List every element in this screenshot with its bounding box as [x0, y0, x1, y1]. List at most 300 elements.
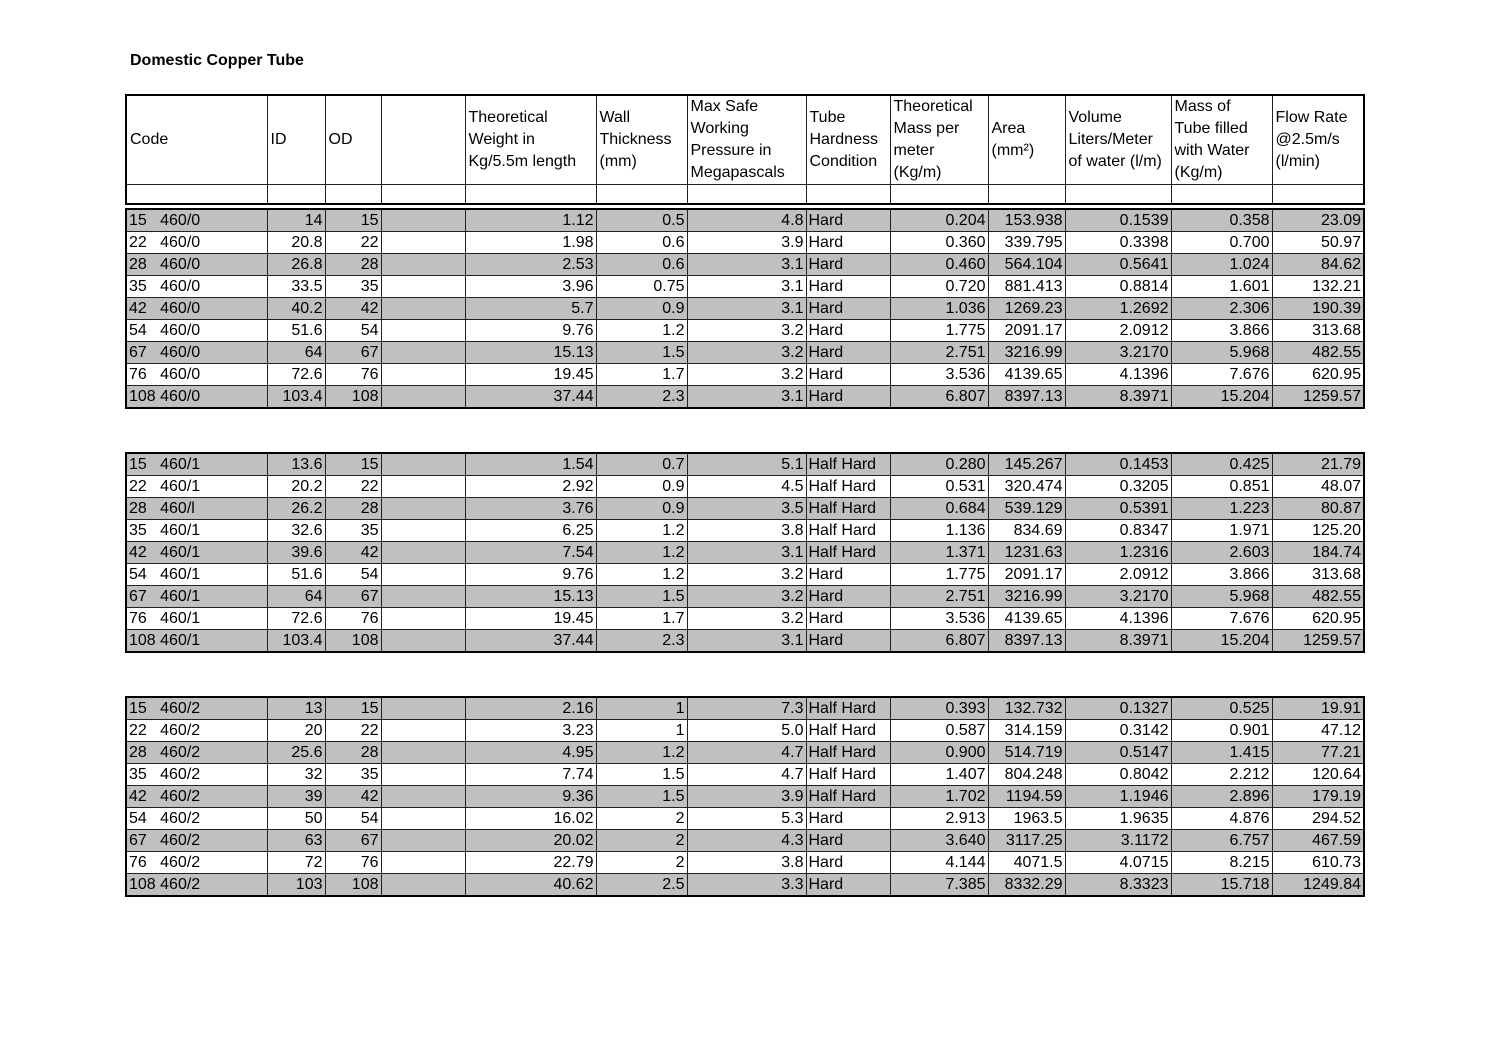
- weight-cell: 3.76: [465, 498, 596, 520]
- od-cell: 108: [325, 874, 381, 897]
- header-id: ID: [267, 95, 325, 185]
- mass-cell: 3.640: [890, 830, 988, 852]
- pressure-cell: 4.7: [687, 764, 806, 786]
- filled-mass-cell: 2.306: [1171, 298, 1272, 320]
- hardness-cell: Half Hard: [806, 520, 890, 542]
- volume-cell: 0.1453: [1065, 453, 1171, 476]
- od-cell: 15: [325, 697, 381, 720]
- spacer-cell: [465, 185, 596, 205]
- hardness-cell: Hard: [806, 320, 890, 342]
- wall-cell: 1.2: [596, 320, 687, 342]
- spacer-cell: [267, 185, 325, 205]
- code-cell: 54 460/2: [126, 808, 267, 830]
- pressure-cell: 3.2: [687, 586, 806, 608]
- mass-cell: 0.393: [890, 697, 988, 720]
- header-blank: [381, 95, 465, 185]
- code-cell: 67 460/0: [126, 342, 267, 364]
- code-cell: 22 460/2: [126, 720, 267, 742]
- hardness-cell: Hard: [806, 564, 890, 586]
- od-cell: 15: [325, 209, 381, 232]
- wall-cell: 2.3: [596, 630, 687, 653]
- volume-cell: 0.1539: [1065, 209, 1171, 232]
- mass-cell: 0.360: [890, 232, 988, 254]
- hardness-cell: Half Hard: [806, 542, 890, 564]
- weight-cell: 37.44: [465, 386, 596, 409]
- wall-cell: 1.5: [596, 786, 687, 808]
- id-cell: 26.8: [267, 254, 325, 276]
- mass-cell: 2.751: [890, 342, 988, 364]
- table-row: [126, 453, 1364, 476]
- hardness-cell: Hard: [806, 586, 890, 608]
- filled-mass-cell: 0.700: [1171, 232, 1272, 254]
- code-cell: 28 460/0: [126, 254, 267, 276]
- header-area: Area (mm²): [988, 95, 1065, 185]
- volume-cell: 8.3971: [1065, 630, 1171, 653]
- pressure-cell: 4.7: [687, 742, 806, 764]
- table-row: [126, 830, 1364, 852]
- blank-cell: [381, 498, 465, 520]
- flow-rate-cell: 1259.57: [1272, 386, 1364, 409]
- id-cell: 72.6: [267, 608, 325, 630]
- spacer-cell: [806, 185, 890, 205]
- hardness-cell: Hard: [806, 808, 890, 830]
- id-cell: 40.2: [267, 298, 325, 320]
- area-cell: 8397.13: [988, 386, 1065, 409]
- flow-rate-cell: 467.59: [1272, 830, 1364, 852]
- hardness-cell: Hard: [806, 276, 890, 298]
- filled-mass-cell: 1.601: [1171, 276, 1272, 298]
- volume-cell: 0.8042: [1065, 764, 1171, 786]
- mass-cell: 2.751: [890, 586, 988, 608]
- weight-cell: 2.16: [465, 697, 596, 720]
- table-row: [126, 498, 1364, 520]
- table-row: [126, 320, 1364, 342]
- flow-rate-cell: 47.12: [1272, 720, 1364, 742]
- filled-mass-cell: 7.676: [1171, 364, 1272, 386]
- pressure-cell: 3.5: [687, 498, 806, 520]
- header-code: Code: [126, 95, 267, 185]
- filled-mass-cell: 6.757: [1171, 830, 1272, 852]
- spacer-cell: [988, 185, 1065, 205]
- volume-cell: 4.1396: [1065, 608, 1171, 630]
- header-volume: Volume Liters/Meter of water (l/m): [1065, 95, 1171, 185]
- volume-cell: 2.0912: [1065, 564, 1171, 586]
- table-row: [126, 808, 1364, 830]
- id-cell: 14: [267, 209, 325, 232]
- filled-mass-cell: 0.525: [1171, 697, 1272, 720]
- table-row: [126, 786, 1364, 808]
- weight-cell: 9.76: [465, 320, 596, 342]
- flow-rate-cell: 620.95: [1272, 364, 1364, 386]
- flow-rate-cell: 132.21: [1272, 276, 1364, 298]
- id-cell: 32: [267, 764, 325, 786]
- flow-rate-cell: 620.95: [1272, 608, 1364, 630]
- header-filled-mass: Mass of Tube filled with Water (Kg/m): [1171, 95, 1272, 185]
- weight-cell: 15.13: [465, 586, 596, 608]
- area-cell: 834.69: [988, 520, 1065, 542]
- od-cell: 42: [325, 542, 381, 564]
- volume-cell: 2.0912: [1065, 320, 1171, 342]
- weight-cell: 20.02: [465, 830, 596, 852]
- filled-mass-cell: 8.215: [1171, 852, 1272, 874]
- document-title: Domestic Copper Tube: [130, 52, 304, 69]
- area-cell: 314.159: [988, 720, 1065, 742]
- code-cell: 22 460/1: [126, 476, 267, 498]
- filled-mass-cell: 0.901: [1171, 720, 1272, 742]
- mass-cell: 3.536: [890, 608, 988, 630]
- mass-cell: 1.371: [890, 542, 988, 564]
- pressure-cell: 3.1: [687, 386, 806, 409]
- mass-cell: 4.144: [890, 852, 988, 874]
- blank-cell: [381, 364, 465, 386]
- table-row: [126, 852, 1364, 874]
- volume-cell: 0.5147: [1065, 742, 1171, 764]
- weight-cell: 9.76: [465, 564, 596, 586]
- wall-cell: 0.6: [596, 254, 687, 276]
- area-cell: 339.795: [988, 232, 1065, 254]
- filled-mass-cell: 2.212: [1171, 764, 1272, 786]
- hardness-cell: Hard: [806, 254, 890, 276]
- pressure-cell: 4.3: [687, 830, 806, 852]
- id-cell: 63: [267, 830, 325, 852]
- blank-cell: [381, 320, 465, 342]
- spacer-cell: [1171, 185, 1272, 205]
- flow-rate-cell: 21.79: [1272, 453, 1364, 476]
- mass-cell: 7.385: [890, 874, 988, 897]
- code-cell: 108 460/1: [126, 630, 267, 653]
- mass-cell: 0.280: [890, 453, 988, 476]
- id-cell: 50: [267, 808, 325, 830]
- spacer-cell: [381, 185, 465, 205]
- volume-cell: 0.5391: [1065, 498, 1171, 520]
- flow-rate-cell: 190.39: [1272, 298, 1364, 320]
- volume-cell: 3.1172: [1065, 830, 1171, 852]
- flow-rate-cell: 50.97: [1272, 232, 1364, 254]
- hardness-cell: Hard: [806, 608, 890, 630]
- id-cell: 39: [267, 786, 325, 808]
- flow-rate-cell: 77.21: [1272, 742, 1364, 764]
- spacer-cell: [325, 185, 381, 205]
- hardness-cell: Half Hard: [806, 786, 890, 808]
- table-row: [126, 364, 1364, 386]
- weight-cell: 16.02: [465, 808, 596, 830]
- table-row: [126, 276, 1364, 298]
- weight-cell: 1.54: [465, 453, 596, 476]
- code-cell: 15 460/1: [126, 453, 267, 476]
- volume-cell: 0.3205: [1065, 476, 1171, 498]
- filled-mass-cell: 15.204: [1171, 630, 1272, 653]
- table-row: [126, 697, 1364, 720]
- area-cell: 3216.99: [988, 586, 1065, 608]
- od-cell: 22: [325, 476, 381, 498]
- header-spacer-row: [126, 185, 1364, 205]
- id-cell: 26.2: [267, 498, 325, 520]
- id-cell: 72: [267, 852, 325, 874]
- filled-mass-cell: 0.851: [1171, 476, 1272, 498]
- blank-cell: [381, 298, 465, 320]
- pressure-cell: 3.8: [687, 852, 806, 874]
- od-cell: 22: [325, 232, 381, 254]
- weight-cell: 3.23: [465, 720, 596, 742]
- weight-cell: 19.45: [465, 364, 596, 386]
- wall-cell: 0.7: [596, 453, 687, 476]
- filled-mass-cell: 0.358: [1171, 209, 1272, 232]
- code-cell: 42 460/2: [126, 786, 267, 808]
- id-cell: 64: [267, 586, 325, 608]
- flow-rate-cell: 179.19: [1272, 786, 1364, 808]
- pressure-cell: 5.1: [687, 453, 806, 476]
- mass-cell: 3.536: [890, 364, 988, 386]
- weight-cell: 37.44: [465, 630, 596, 653]
- od-cell: 42: [325, 298, 381, 320]
- table-row: [126, 564, 1364, 586]
- mass-cell: 2.913: [890, 808, 988, 830]
- od-cell: 42: [325, 786, 381, 808]
- code-cell: 76 460/0: [126, 364, 267, 386]
- weight-cell: 22.79: [465, 852, 596, 874]
- filled-mass-cell: 4.876: [1171, 808, 1272, 830]
- area-cell: 2091.17: [988, 564, 1065, 586]
- area-cell: 4139.65: [988, 608, 1065, 630]
- header-od: OD: [325, 95, 381, 185]
- filled-mass-cell: 1.415: [1171, 742, 1272, 764]
- code-cell: 42 460/0: [126, 298, 267, 320]
- code-cell: 28 460/2: [126, 742, 267, 764]
- mass-cell: 1.775: [890, 320, 988, 342]
- pressure-cell: 3.2: [687, 608, 806, 630]
- table-row: [126, 542, 1364, 564]
- hardness-cell: Half Hard: [806, 476, 890, 498]
- hardness-cell: Hard: [806, 386, 890, 409]
- mass-cell: 0.684: [890, 498, 988, 520]
- area-cell: 514.719: [988, 742, 1065, 764]
- wall-cell: 0.75: [596, 276, 687, 298]
- volume-cell: 1.1946: [1065, 786, 1171, 808]
- blank-cell: [381, 874, 465, 897]
- id-cell: 39.6: [267, 542, 325, 564]
- pressure-cell: 5.0: [687, 720, 806, 742]
- table-row: [126, 764, 1364, 786]
- blank-cell: [381, 808, 465, 830]
- table-row: [126, 209, 1364, 232]
- id-cell: 20.8: [267, 232, 325, 254]
- wall-cell: 1: [596, 697, 687, 720]
- filled-mass-cell: 7.676: [1171, 608, 1272, 630]
- pressure-cell: 4.8: [687, 209, 806, 232]
- wall-cell: 1.5: [596, 342, 687, 364]
- table-row: [126, 232, 1364, 254]
- code-cell: 35 460/2: [126, 764, 267, 786]
- od-cell: 28: [325, 498, 381, 520]
- code-cell: 28 460/l: [126, 498, 267, 520]
- volume-cell: 0.5641: [1065, 254, 1171, 276]
- wall-cell: 2.3: [596, 386, 687, 409]
- pressure-cell: 3.9: [687, 232, 806, 254]
- blank-cell: [381, 786, 465, 808]
- flow-rate-cell: 1249.84: [1272, 874, 1364, 897]
- wall-cell: 0.9: [596, 498, 687, 520]
- blank-cell: [381, 697, 465, 720]
- area-cell: 3117.25: [988, 830, 1065, 852]
- pressure-cell: 3.1: [687, 542, 806, 564]
- area-cell: 564.104: [988, 254, 1065, 276]
- blank-cell: [381, 276, 465, 298]
- header-row: [126, 95, 1364, 185]
- weight-cell: 15.13: [465, 342, 596, 364]
- area-cell: 804.248: [988, 764, 1065, 786]
- table-row: [126, 386, 1364, 409]
- volume-cell: 0.1327: [1065, 697, 1171, 720]
- area-cell: 1231.63: [988, 542, 1065, 564]
- volume-cell: 1.2692: [1065, 298, 1171, 320]
- pressure-cell: 3.8: [687, 520, 806, 542]
- blank-cell: [381, 209, 465, 232]
- weight-cell: 1.98: [465, 232, 596, 254]
- table-row: [126, 254, 1364, 276]
- id-cell: 64: [267, 342, 325, 364]
- code-cell: 35 460/1: [126, 520, 267, 542]
- volume-cell: 8.3971: [1065, 386, 1171, 409]
- header-table: [125, 94, 1365, 205]
- blank-cell: [381, 830, 465, 852]
- pressure-cell: 4.5: [687, 476, 806, 498]
- blank-cell: [381, 608, 465, 630]
- table-row: [126, 520, 1364, 542]
- mass-cell: 1.702: [890, 786, 988, 808]
- wall-cell: 2: [596, 830, 687, 852]
- table-row: [126, 608, 1364, 630]
- flow-rate-cell: 482.55: [1272, 586, 1364, 608]
- hardness-cell: Hard: [806, 630, 890, 653]
- filled-mass-cell: 2.603: [1171, 542, 1272, 564]
- od-cell: 28: [325, 742, 381, 764]
- table-row: [126, 874, 1364, 897]
- mass-cell: 1.407: [890, 764, 988, 786]
- flow-rate-cell: 610.73: [1272, 852, 1364, 874]
- od-cell: 76: [325, 608, 381, 630]
- od-cell: 22: [325, 720, 381, 742]
- od-cell: 67: [325, 830, 381, 852]
- hardness-cell: Half Hard: [806, 498, 890, 520]
- table-row: [126, 298, 1364, 320]
- blank-cell: [381, 586, 465, 608]
- flow-rate-cell: 313.68: [1272, 564, 1364, 586]
- wall-cell: 1.2: [596, 520, 687, 542]
- filled-mass-cell: 5.968: [1171, 586, 1272, 608]
- code-cell: 67 460/1: [126, 586, 267, 608]
- code-cell: 35 460/0: [126, 276, 267, 298]
- flow-rate-cell: 84.62: [1272, 254, 1364, 276]
- flow-rate-cell: 80.87: [1272, 498, 1364, 520]
- filled-mass-cell: 3.866: [1171, 564, 1272, 586]
- pressure-cell: 3.2: [687, 320, 806, 342]
- volume-cell: 1.9635: [1065, 808, 1171, 830]
- area-cell: 881.413: [988, 276, 1065, 298]
- hardness-cell: Half Hard: [806, 720, 890, 742]
- table-row: [126, 342, 1364, 364]
- filled-mass-cell: 15.204: [1171, 386, 1272, 409]
- id-cell: 13: [267, 697, 325, 720]
- id-cell: 32.6: [267, 520, 325, 542]
- filled-mass-cell: 1.971: [1171, 520, 1272, 542]
- weight-cell: 2.92: [465, 476, 596, 498]
- weight-cell: 3.96: [465, 276, 596, 298]
- mass-cell: 0.720: [890, 276, 988, 298]
- flow-rate-cell: 125.20: [1272, 520, 1364, 542]
- spacer-cell: [126, 185, 267, 205]
- volume-cell: 1.2316: [1065, 542, 1171, 564]
- pressure-cell: 3.1: [687, 276, 806, 298]
- hardness-cell: Hard: [806, 364, 890, 386]
- wall-cell: 1.2: [596, 742, 687, 764]
- weight-cell: 40.62: [465, 874, 596, 897]
- id-cell: 33.5: [267, 276, 325, 298]
- blank-cell: [381, 852, 465, 874]
- area-cell: 1269.23: [988, 298, 1065, 320]
- code-cell: 76 460/2: [126, 852, 267, 874]
- code-cell: 108 460/2: [126, 874, 267, 897]
- spacer-cell: [1272, 185, 1364, 205]
- od-cell: 67: [325, 586, 381, 608]
- spacer-cell: [687, 185, 806, 205]
- od-cell: 54: [325, 320, 381, 342]
- flow-rate-cell: 294.52: [1272, 808, 1364, 830]
- mass-cell: 1.136: [890, 520, 988, 542]
- code-cell: 67 460/2: [126, 830, 267, 852]
- table-row: [126, 630, 1364, 653]
- volume-cell: 0.8814: [1065, 276, 1171, 298]
- od-cell: 76: [325, 364, 381, 386]
- code-cell: 42 460/1: [126, 542, 267, 564]
- pressure-cell: 3.1: [687, 630, 806, 653]
- flow-rate-cell: 1259.57: [1272, 630, 1364, 653]
- wall-cell: 0.5: [596, 209, 687, 232]
- blank-cell: [381, 720, 465, 742]
- area-cell: 132.732: [988, 697, 1065, 720]
- pressure-cell: 7.3: [687, 697, 806, 720]
- id-cell: 20: [267, 720, 325, 742]
- flow-rate-cell: 48.07: [1272, 476, 1364, 498]
- code-cell: 15 460/0: [126, 209, 267, 232]
- volume-cell: 4.0715: [1065, 852, 1171, 874]
- flow-rate-cell: 23.09: [1272, 209, 1364, 232]
- volume-cell: 0.3398: [1065, 232, 1171, 254]
- code-cell: 22 460/0: [126, 232, 267, 254]
- table-block-460-1: [125, 452, 1365, 653]
- area-cell: 145.267: [988, 453, 1065, 476]
- code-cell: 108 460/0: [126, 386, 267, 409]
- mass-cell: 6.807: [890, 386, 988, 409]
- area-cell: 8397.13: [988, 630, 1065, 653]
- mass-cell: 0.900: [890, 742, 988, 764]
- od-cell: 108: [325, 386, 381, 409]
- blank-cell: [381, 453, 465, 476]
- filled-mass-cell: 3.866: [1171, 320, 1272, 342]
- weight-cell: 1.12: [465, 209, 596, 232]
- flow-rate-cell: 120.64: [1272, 764, 1364, 786]
- blank-cell: [381, 476, 465, 498]
- header-wall: Wall Thickness (mm): [596, 95, 687, 185]
- header-hardness: Tube Hardness Condition: [806, 95, 890, 185]
- od-cell: 28: [325, 254, 381, 276]
- hardness-cell: Hard: [806, 874, 890, 897]
- flow-rate-cell: 313.68: [1272, 320, 1364, 342]
- hardness-cell: Hard: [806, 298, 890, 320]
- area-cell: 153.938: [988, 209, 1065, 232]
- wall-cell: 2: [596, 808, 687, 830]
- mass-cell: 0.587: [890, 720, 988, 742]
- weight-cell: 7.54: [465, 542, 596, 564]
